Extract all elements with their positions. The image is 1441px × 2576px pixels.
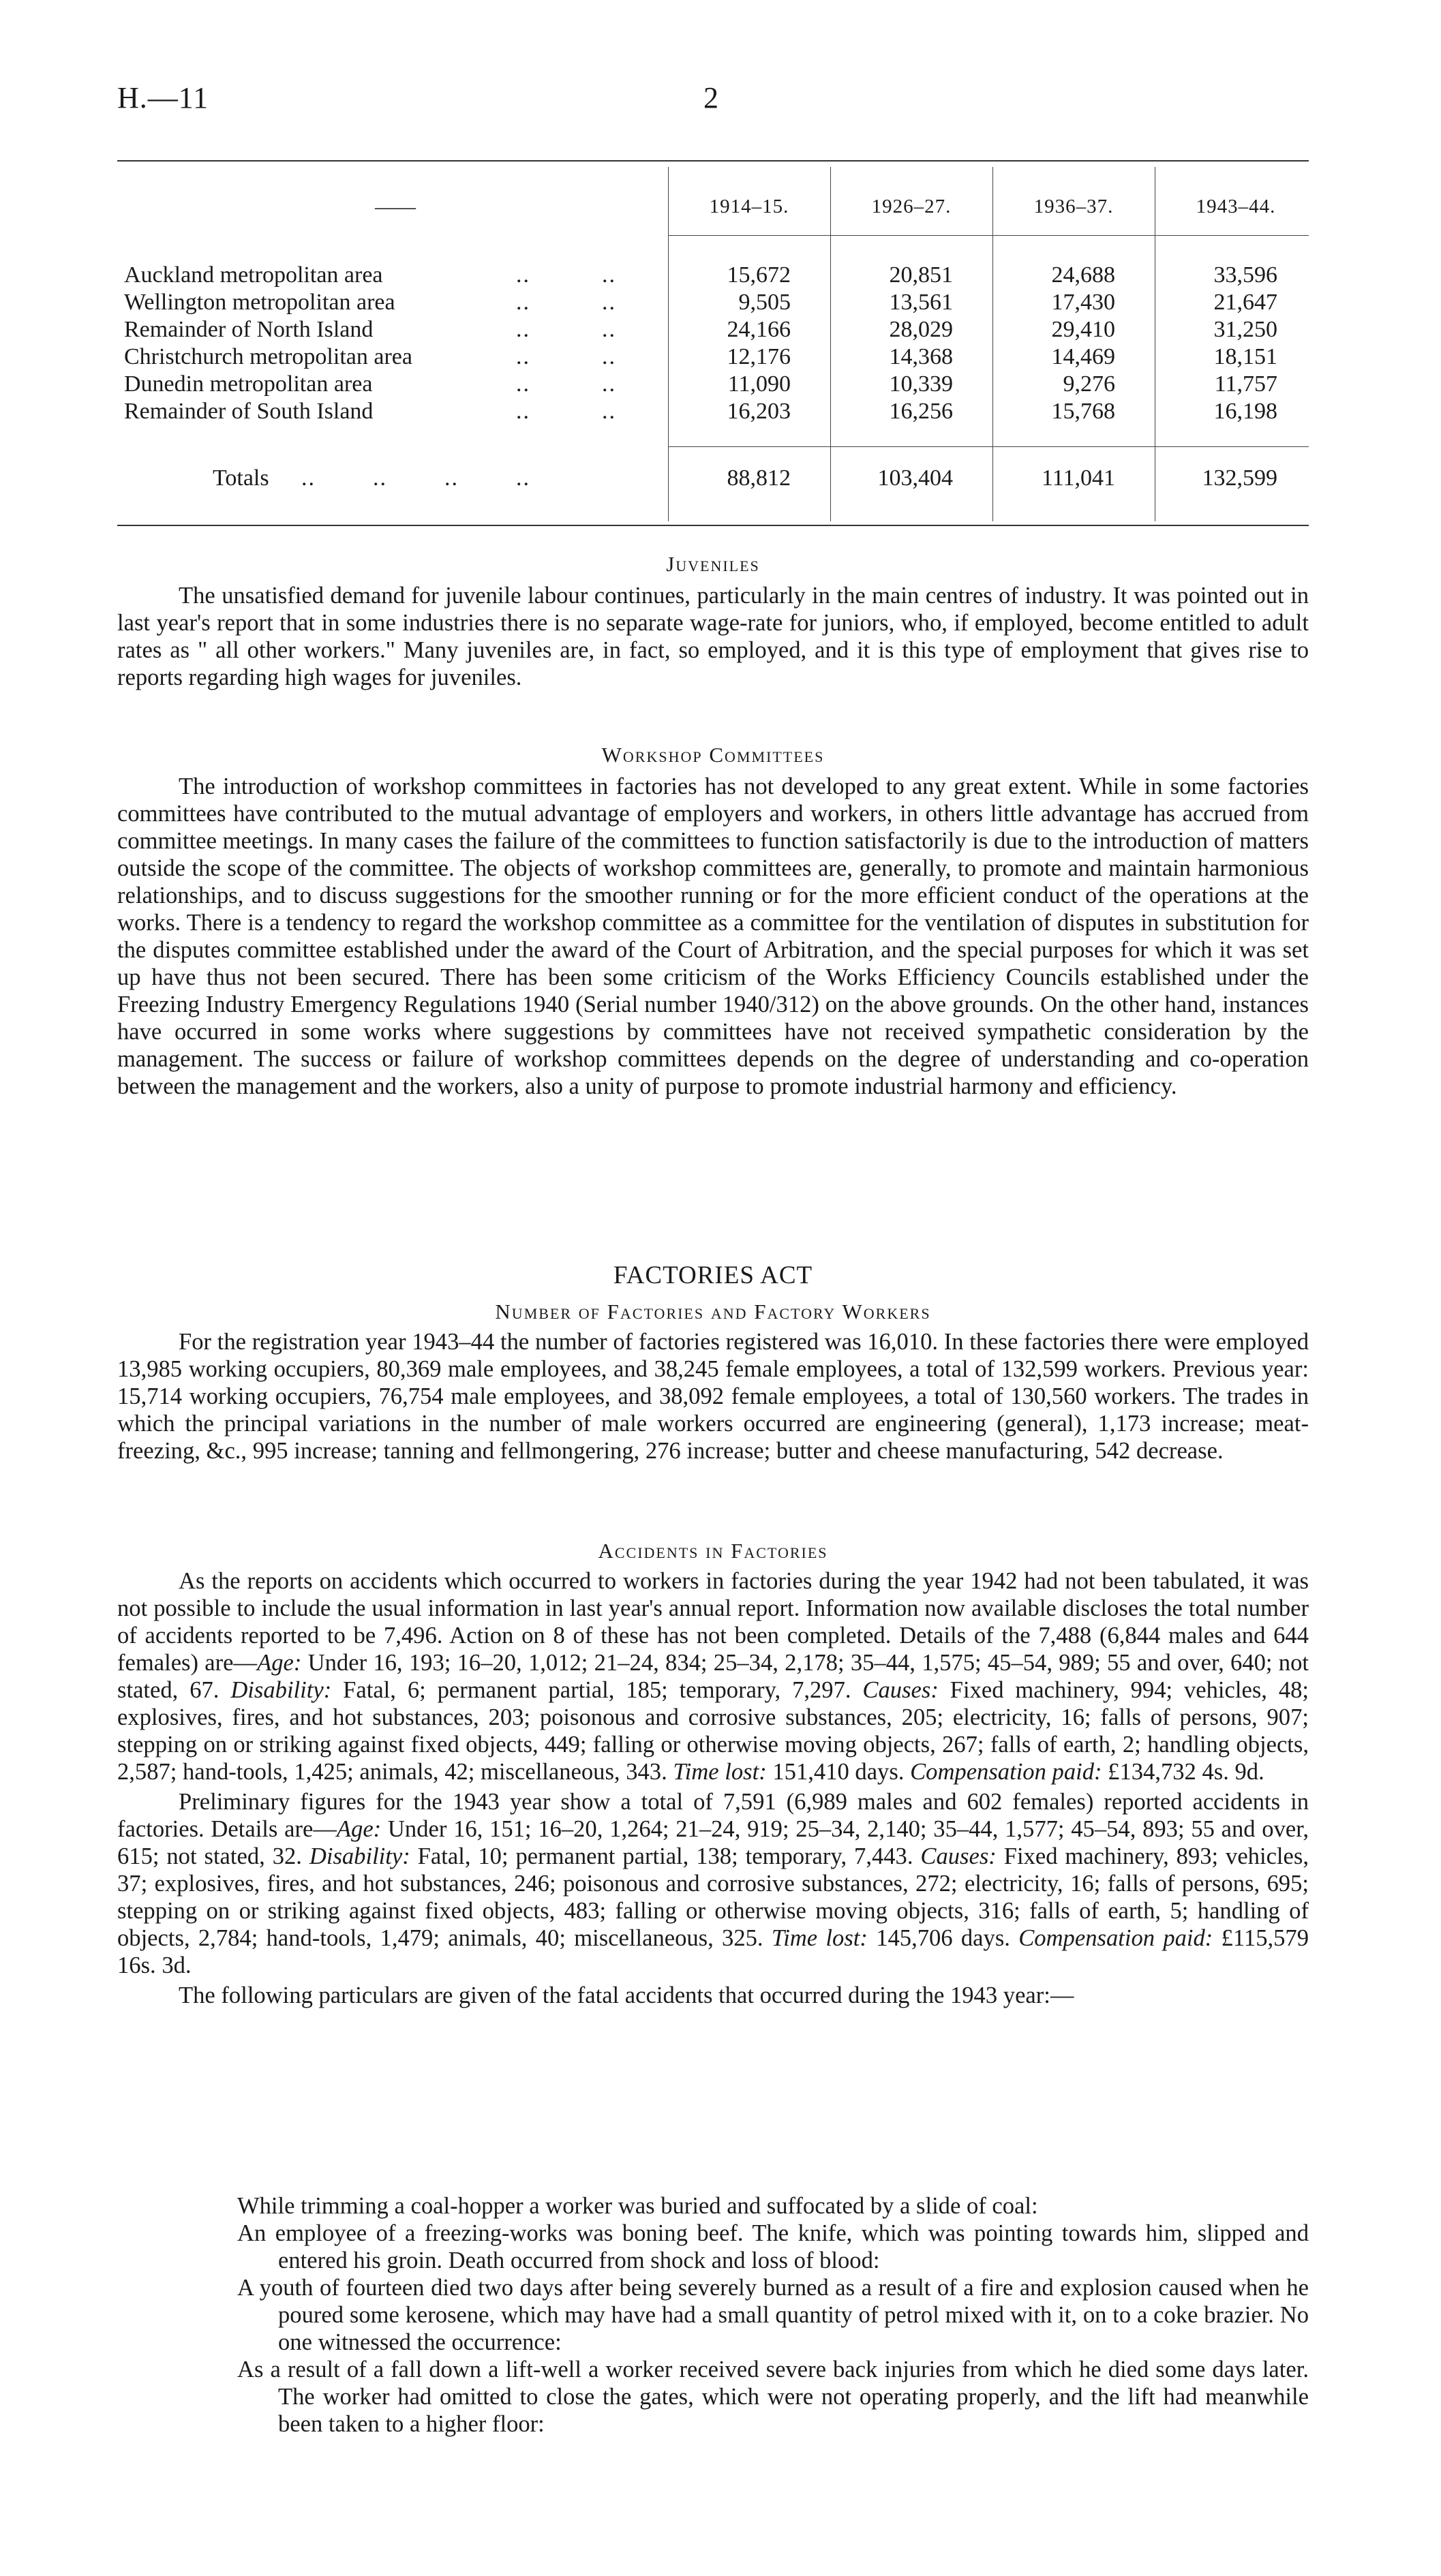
area-label: Christchurch metropolitan area (124, 344, 412, 369)
section-heading: Accidents in Factories (598, 1539, 828, 1563)
page-number: 2 (703, 81, 718, 114)
total-value: 103,404 (877, 465, 953, 491)
list-item: While trimming a coal-hopper a worker was buried and suffocated by a slide of coal: (237, 2193, 1038, 2219)
leader-dots: .. .. (516, 317, 616, 342)
table-row (117, 371, 1309, 399)
cell-value: 33,596 (1213, 262, 1277, 288)
area-label: Auckland metropolitan area (124, 262, 383, 288)
section-heading: Juveniles (666, 552, 760, 576)
italic-label: Disability: (309, 1843, 410, 1869)
area-label: Dunedin metropolitan area (124, 371, 373, 397)
italic-label: Disability: (230, 1677, 332, 1703)
page-header (117, 80, 1310, 121)
cell-value: 12,176 (727, 344, 791, 369)
text-run: As the reports on accidents which occurred to workers in factories during the year 1942 had not been tabulated, it was not possible to include the usual information in last year's annual report. Information now available discloses the total number of accidents reported to be 7,496. Action on 8 of these has not been completed. Details of the 7,488 (6,844 males and 644 females) are— (117, 1568, 1309, 1676)
italic-label: Time lost: (771, 1925, 868, 1951)
text-run: Fixed machinery, 893; vehicles, 37; explosives, fires, and hot substances, 246; poisonous and corrosive substances, 272; electricity, 16; falls of persons, 695; stepping on or striking against fixed objects, 483; falling or otherwise moving objects, 316; falls of earth, 5; handling of objects, 2,784; hand-tools, 1,479; animals, 40; miscellaneous, 325. (117, 1843, 1309, 1951)
cell-value: 13,561 (889, 290, 953, 315)
workshop-paragraph: The introduction of workshop committees in factories has not developed to any great extent. While in some factories committees have contributed to the mutual advantage of employers and workers, in others little advantage has accrued from committee meetings. In many cases the failure of the committees to function satisfactorily is due to the introduction of matters outside the scope of the committee. The objects of workshop committees are, generally, to promote and maintain harmonious relationships, and to discuss suggestions for the smoother running or for the more efficient conduct of the operations at the works. There is a tendency to regard the workshop committee as a committee for the ventilation of disputes in substitution for the disputes committee established under the award of the Court of Arbitration, and the special purposes for which it was set up have thus not been secured. There has been some criticism of the Works Efficiency Councils established under the Freezing Industry Emergency Regulations 1940 (Serial number 1940/312) on the above grounds. On the other hand, instances have occurred in some works where suggestions by committees have not received sympathetic consideration by the management. The success or failure of workshop committees depends on the degree of understanding and co-operation between the management and the workers, also a unity of purpose to promote industrial harmony and efficiency. (117, 773, 1309, 1099)
juveniles-section (117, 552, 1309, 691)
cell-value: 9,276 (1063, 371, 1115, 397)
fatal-accidents-list (237, 2192, 1309, 2438)
italic-label: Time lost: (673, 1759, 767, 1785)
area-label: Remainder of South Island (124, 399, 374, 424)
total-value: 111,041 (1042, 465, 1115, 491)
cell-value: 15,672 (727, 262, 791, 288)
table-row (117, 262, 1309, 290)
table-row (117, 399, 1309, 426)
text-run: Fatal, 6; permanent partial, 185; temporary, 7,297. (331, 1677, 863, 1703)
list-item: As a result of a fall down a lift-well a worker received severe back injuries from which he died some days later. The worker had omitted to close the gates, which were not operating properly, and the lift had meanwhile been taken to a higher floor: (237, 2357, 1309, 2437)
cell-value: 10,339 (889, 371, 953, 397)
text-run: 151,410 days. (766, 1759, 911, 1785)
cell-value: 17,430 (1051, 290, 1115, 315)
cell-value: 29,410 (1051, 317, 1115, 342)
cell-value: 9,505 (738, 290, 791, 315)
italic-label: Age: (257, 1650, 302, 1676)
table-row (117, 290, 1309, 317)
report-reference: H.—11 (117, 81, 209, 114)
accidents-section (117, 1539, 1309, 2009)
cell-value: 24,166 (727, 317, 791, 342)
column-stub-dash: —— (375, 196, 416, 218)
accidents-1942-paragraph (117, 1567, 1309, 1785)
leader-dots: .. .. (516, 262, 616, 288)
header-rule (668, 235, 1309, 236)
number-of-factories-paragraph: For the registration year 1943–44 the number of factories registered was 16,010. In these factories there were employed 13,985 working occupiers, 80,369 male employees, and 38,245 female employees, a total of 132,599 workers. Previous year: 15,714 working occupiers, 76,754 male employees, and 38,092 female employees, a total of 130,560 workers. The trades in which the principal variations in the number of male workers occurred are engineering (general), 1,173 increase; meat-freezing, &c., 995 increase; tanning and fellmongering, 276 increase; butter and cheese manufacturing, 542 decrease. (117, 1329, 1309, 1464)
total-value: 132,599 (1202, 465, 1277, 491)
cell-value: 31,250 (1213, 317, 1277, 342)
subtotal-rule (668, 446, 1309, 447)
section-heading: Workshop Committees (601, 743, 825, 767)
cell-value: 15,768 (1051, 399, 1115, 424)
table-bottom-rule (117, 525, 1309, 526)
factories-act-section (117, 1261, 1309, 1465)
text-run: Fixed machinery, 994; vehicles, 48; explosives, fires, and hot substances, 203; poisonous and corrosive substances, 205; electricity, 16; falls of persons, 907; stepping on or striking against fixed objects, 449; falling or otherwise moving objects, 267; falls of earth, 2; handling objects, 2,587; hand-tools, 1,425; animals, 42; miscellaneous, 343. (117, 1677, 1309, 1785)
fatal-accidents-intro: The following particulars are given of the fatal accidents that occurred during the 1943 year:— (179, 1982, 1074, 2008)
italic-label: Compensation paid: (1018, 1925, 1213, 1951)
cell-value: 16,203 (727, 399, 791, 424)
leader-dots: .. .. (516, 399, 616, 424)
column-header: 1914–15. (709, 196, 789, 217)
italic-label: Compensation paid: (910, 1759, 1102, 1785)
area-label: Wellington metropolitan area (124, 290, 395, 315)
list-item: A youth of fourteen died two days after being severely burned as a result of a fire and explosion caused when he poured some kerosene, which may have had a small quantity of petrol mixed with it, on to a coke brazier. No one witnessed the occurrence: (237, 2275, 1309, 2355)
list-item: An employee of a freezing-works was boning beef. The knife, which was pointing towards him, slipped and entered his groin. Death occurred from shock and loss of blood: (237, 2220, 1309, 2273)
italic-label: Age: (336, 1816, 382, 1842)
accidents-1943-paragraph (117, 1788, 1309, 1979)
table-row (117, 317, 1309, 344)
totals-label: Totals (213, 465, 269, 491)
text-run: £134,732 4s. 9d. (1102, 1759, 1264, 1785)
cell-value: 20,851 (889, 262, 953, 288)
text-run: Fatal, 10; permanent partial, 138; temporary, 7,443. (410, 1843, 921, 1869)
leader-dots: .. .. (516, 371, 616, 397)
italic-label: Causes: (920, 1843, 997, 1869)
cell-value: 11,090 (727, 371, 791, 397)
area-label: Remainder of North Island (124, 317, 374, 342)
cell-value: 18,151 (1213, 344, 1277, 369)
cell-value: 21,647 (1213, 290, 1277, 315)
cell-value: 14,368 (889, 344, 953, 369)
table-row (117, 344, 1309, 371)
workers-by-area-table (117, 160, 1309, 532)
cell-value: 16,256 (889, 399, 953, 424)
italic-label: Causes: (862, 1677, 939, 1703)
leader-dots: .. .. (516, 290, 616, 315)
cell-value: 24,688 (1051, 262, 1115, 288)
column-header: 1943–44. (1196, 196, 1276, 217)
cell-value: 16,198 (1213, 399, 1277, 424)
text-run: Preliminary figures for the 1943 year show a total of 7,591 (6,989 males and 602 females) reported accidents in factories. Details are— (117, 1789, 1309, 1842)
text-run: Under 16, 193; 16–20, 1,012; 21–24, 834; 25–34, 2,178; 35–44, 1,575; 45–54, 989; 55 and over, 640; not stated, 67. (117, 1650, 1309, 1703)
juveniles-paragraph: The unsatisfied demand for juvenile labour continues, particularly in the main centres of industry. It was pointed out in last year's report that in some industries there is no separate wage-rate for juniors, who, if employed, become entitled to adult rates as " all other workers." Many juveniles are, in fact, so employed, and it is this type of employment that gives rise to reports regarding high wages for juveniles. (117, 583, 1309, 690)
text-run: £115,579 16s. 3d. (117, 1925, 1309, 1978)
cell-value: 11,757 (1214, 371, 1277, 397)
text-run: Under 16, 151; 16–20, 1,264; 21–24, 919; 25–34, 2,140; 35–44, 1,577; 45–54, 893; 55 and over, 615; not stated, 32. (117, 1816, 1309, 1869)
text-run: 145,706 days. (867, 1925, 1019, 1951)
leader-dots: .. .. (516, 344, 616, 369)
leader-dots: .. .. .. .. (301, 465, 530, 491)
cell-value: 14,469 (1051, 344, 1115, 369)
column-header: 1936–37. (1033, 196, 1114, 217)
column-header: 1926–27. (871, 196, 952, 217)
section-heading: Number of Factories and Factory Workers (495, 1300, 931, 1323)
factories-act-title: FACTORIES ACT (613, 1261, 813, 1289)
total-value: 88,812 (727, 465, 791, 491)
table-top-rule (117, 160, 1309, 162)
cell-value: 28,029 (889, 317, 953, 342)
workshop-committees-section (117, 743, 1309, 1100)
totals-row (117, 465, 1309, 493)
